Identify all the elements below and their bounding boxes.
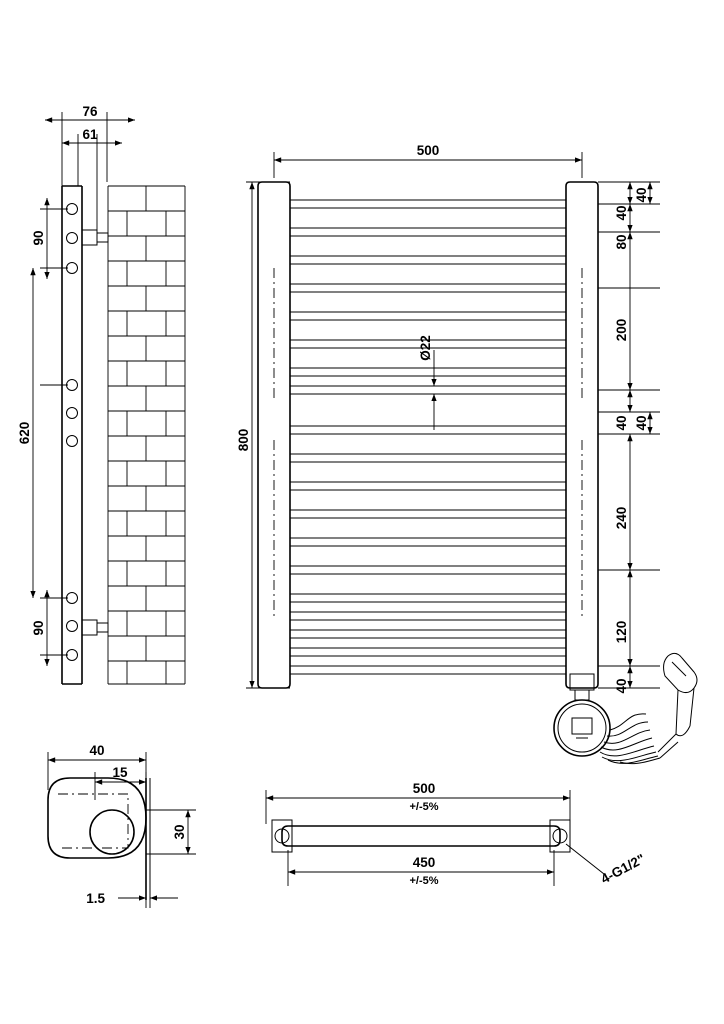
mount-hole — [67, 593, 78, 604]
dim-side-61: 61 — [82, 127, 98, 142]
dim-front-40-top2: 40 — [614, 205, 629, 221]
plan-view — [266, 781, 648, 887]
wall-bracket-bottom — [82, 620, 97, 635]
dim-side-620: 620 — [17, 421, 32, 445]
mount-hole — [67, 204, 78, 215]
mount-hole — [67, 263, 78, 274]
mount-hole — [67, 650, 78, 661]
thermostat-element — [554, 653, 697, 763]
dim-bracket-15: 15 — [112, 765, 128, 780]
wall-bracket-top — [82, 230, 97, 245]
dim-side-90-top: 90 — [31, 230, 46, 246]
mount-hole — [67, 380, 78, 391]
dim-bracket-1-5: 1.5 — [86, 891, 105, 906]
mount-hole — [67, 408, 78, 419]
dim-side-90-bottom: 90 — [31, 620, 46, 636]
dim-bracket-30: 30 — [172, 824, 187, 840]
dim-front-80: 80 — [614, 234, 629, 250]
dim-bracket-40: 40 — [89, 743, 105, 758]
bracket-detail-view — [48, 743, 196, 908]
dim-side-76: 76 — [82, 104, 98, 119]
dim-plan-450: 450 — [412, 855, 436, 870]
dim-front-40-bottom: 40 — [614, 678, 629, 694]
dim-front-200: 200 — [614, 318, 629, 342]
dim-front-120: 120 — [614, 620, 629, 644]
dim-front-40-top1: 40 — [634, 187, 649, 203]
dim-front-40a: 40 — [614, 415, 629, 431]
front-elevation-view — [236, 143, 697, 764]
label-connection-thread: 4-G1/2" — [598, 851, 648, 887]
dim-front-width-500: 500 — [416, 143, 440, 158]
dim-front-40b: 40 — [634, 415, 649, 431]
dim-plan-500: 500 — [412, 781, 436, 796]
towel-bars-middle — [290, 426, 566, 574]
dim-plan-500-tol: +/-5% — [409, 801, 439, 813]
dim-tube-diameter: Ø22 — [418, 335, 433, 361]
dim-front-240: 240 — [614, 506, 629, 530]
brick-wall — [108, 186, 185, 684]
side-elevation-view — [17, 104, 185, 684]
mount-hole — [67, 233, 78, 244]
dim-plan-450-tol: +/-5% — [409, 875, 439, 887]
dim-front-height-800: 800 — [236, 428, 251, 452]
towel-bars-top — [290, 200, 566, 394]
mount-hole — [67, 621, 78, 632]
towel-bars-bottom — [290, 594, 566, 674]
mount-hole — [67, 436, 78, 447]
